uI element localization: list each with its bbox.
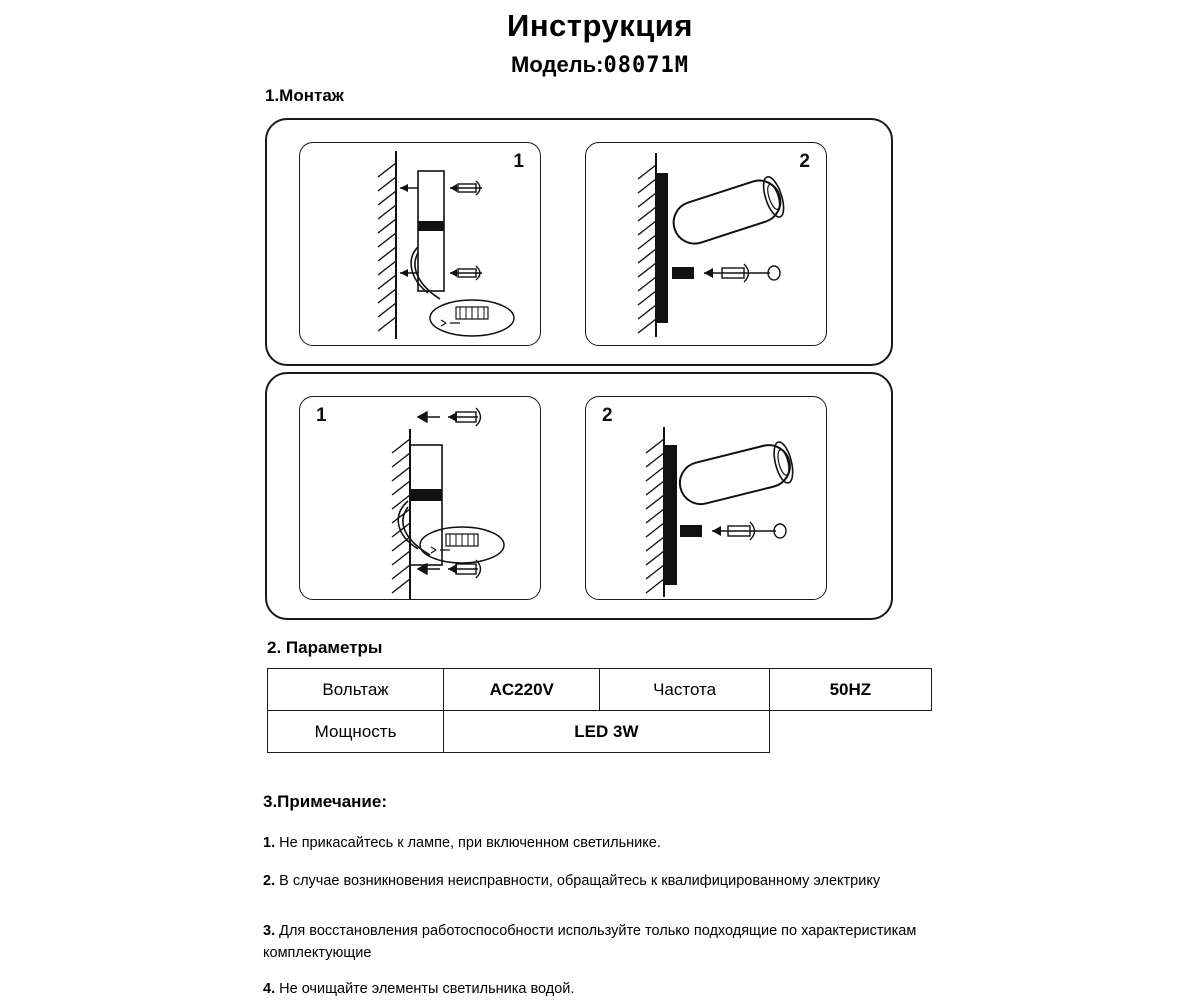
- note-item-2: [263, 870, 963, 892]
- montage-step-1-bottom: [299, 396, 541, 600]
- note-text-1: Не прикасайтесь к лампе, при включенном светильнике.: [279, 835, 661, 851]
- page-title: Инструкция: [507, 8, 693, 43]
- note-index-1: 1.: [263, 835, 276, 851]
- model-label: Модель:: [511, 52, 604, 77]
- step-number-1-top: 1: [513, 151, 524, 172]
- step-number-2-bottom: 2: [602, 405, 613, 426]
- section-params-heading: 2. Параметры: [267, 638, 383, 657]
- note-item-4: [263, 978, 963, 1000]
- montage-step-2-bottom: [585, 396, 827, 600]
- section-notes-heading: 3.Примечание:: [263, 792, 387, 811]
- note-index-3: 3.: [263, 923, 276, 939]
- param-value-power: LED 3W: [444, 711, 770, 753]
- note-text-3: Для восстановления работоспособности используйте только подходящие по характеристикам комплектующие: [263, 923, 917, 962]
- section-montage-heading: 1.Монтаж: [265, 86, 344, 105]
- note-index-4: 4.: [263, 981, 276, 997]
- model-line: [0, 52, 1200, 78]
- step-number-2-top: 2: [799, 151, 810, 172]
- diagram-wall-bracket-1: [300, 143, 542, 347]
- param-value-frequency: 50HZ: [769, 669, 931, 711]
- note-text-4: Не очищайте элементы светильника водой.: [279, 981, 575, 997]
- param-label-power: Мощность: [268, 711, 444, 753]
- diagram-wall-bracket-3: [300, 397, 542, 601]
- montage-step-1-top: [299, 142, 541, 346]
- diagram-lamp-mount-2: [586, 143, 828, 347]
- table-row: [268, 711, 932, 753]
- diagram-lamp-mount-4: [586, 397, 828, 601]
- montage-step-2-top: [585, 142, 827, 346]
- param-value-voltage: AC220V: [444, 669, 600, 711]
- param-empty-cell: [769, 711, 931, 753]
- param-label-voltage: Вольтаж: [268, 669, 444, 711]
- table-row: [268, 669, 932, 711]
- param-label-frequency: Частота: [600, 669, 769, 711]
- note-item-1: [263, 832, 963, 854]
- note-text-2: В случае возникновения неисправности, обращайтесь к квалифицированному электрику: [279, 873, 881, 889]
- parameters-table: [267, 668, 932, 753]
- note-index-2: 2.: [263, 873, 276, 889]
- montage-panel-bottom: [265, 372, 893, 620]
- montage-panel-top: [265, 118, 893, 366]
- model-value: 08071M: [603, 53, 689, 78]
- note-item-3: [263, 920, 963, 965]
- step-number-1-bottom: 1: [316, 405, 327, 426]
